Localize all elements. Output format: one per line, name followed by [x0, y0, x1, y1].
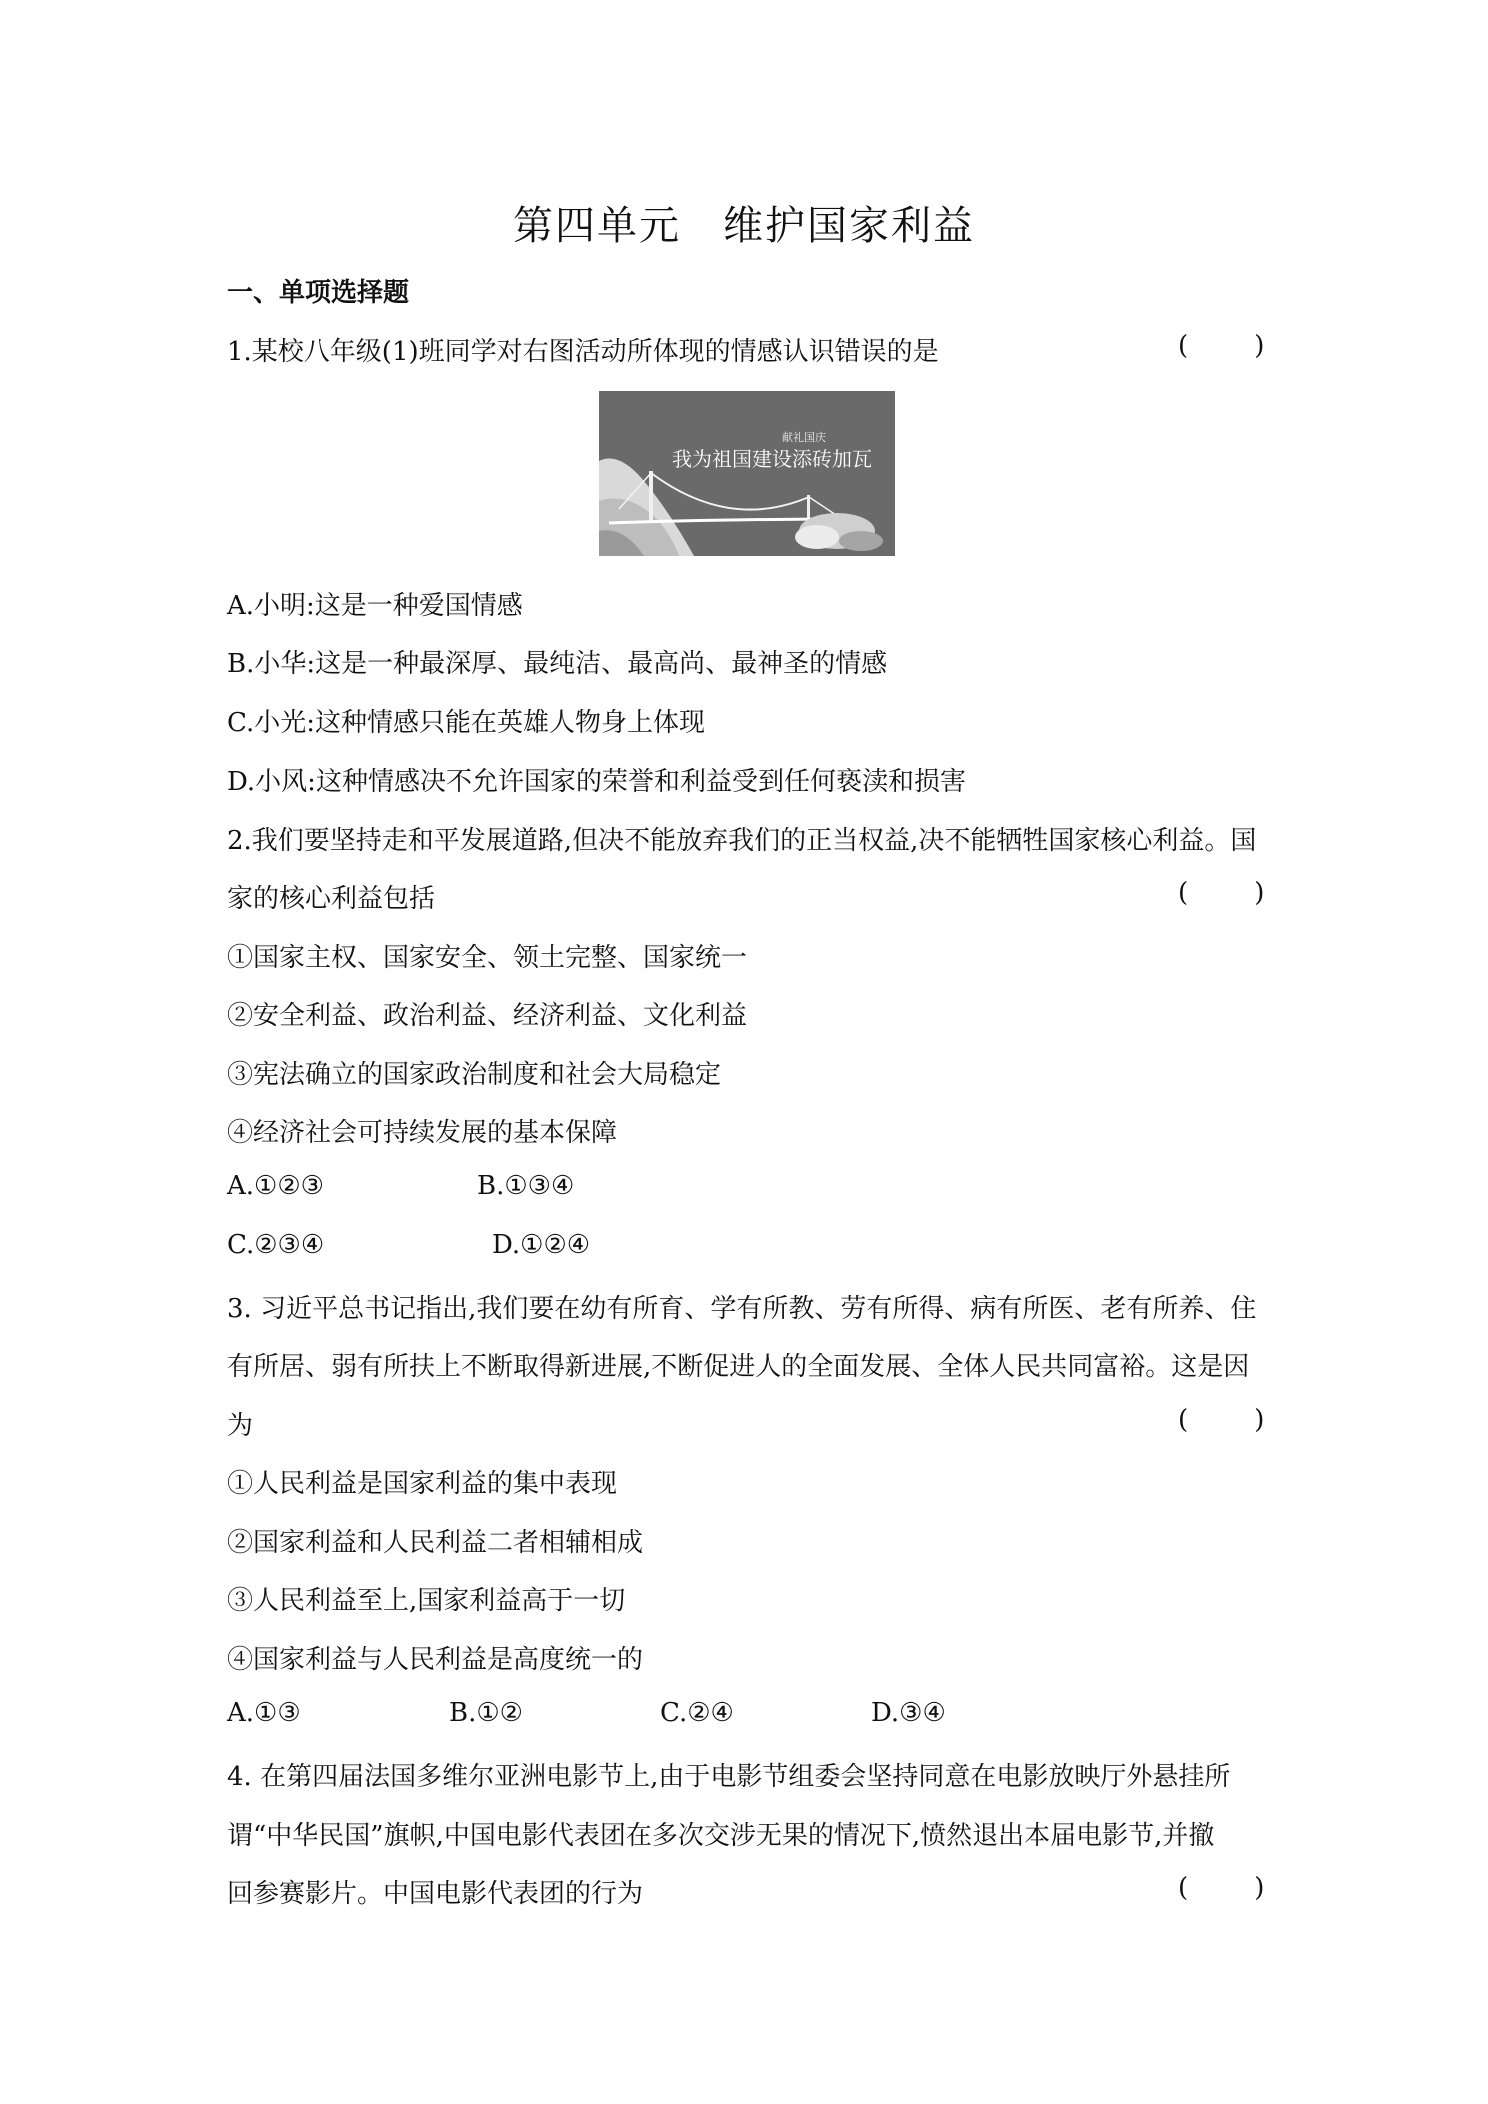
q2-item-3: ③宪法确立的国家政治制度和社会大局稳定 [227, 1060, 722, 1090]
q1-option-b: B.小华:这是一种最深厚、最纯洁、最高尚、最神圣的情感 [227, 649, 888, 679]
q2-option-a: A.①②③ [227, 1171, 324, 1201]
q3-stem-line2: 有所居、弱有所扶上不断取得新进展,不断促进人的全面发展、全体人民共同富裕。这是因 [227, 1352, 1250, 1382]
q2-stem-line2: 家的核心利益包括 [227, 884, 436, 914]
q3-answer-blank: ( ) [1178, 1405, 1265, 1435]
q3-option-c: C.②④ [660, 1698, 734, 1728]
bridge-illustration [599, 391, 895, 556]
q1-figure [599, 391, 895, 556]
q2-item-2: ②安全利益、政治利益、经济利益、文化利益 [227, 1001, 748, 1031]
q2-item-1: ①国家主权、国家安全、领土完整、国家统一 [227, 943, 748, 973]
title-topic: 维护国家利益 [723, 203, 975, 249]
q2-stem-line1: 2.我们要坚持走和平发展道路,但决不能放弃我们的正当权益,决不能牺牲国家核心利益。国 [227, 826, 1257, 856]
title-unit: 第四单元 [513, 203, 681, 249]
q2-option-b: B.①③④ [477, 1171, 575, 1201]
section-heading: 一、单项选择题 [227, 278, 410, 308]
q3-item-3: ③人民利益至上,国家利益高于一切 [227, 1586, 626, 1616]
q1-option-a: A.小明:这是一种爱国情感 [227, 591, 523, 621]
q4-stem-line3: 回参赛影片。中国电影代表团的行为 [227, 1879, 644, 1909]
q3-item-1: ①人民利益是国家利益的集中表现 [227, 1469, 618, 1499]
q1-option-c: C.小光:这种情感只能在英雄人物身上体现 [227, 708, 705, 738]
q3-option-d: D.③④ [871, 1698, 946, 1728]
q3-item-2: ②国家利益和人民利益二者相辅相成 [227, 1528, 644, 1558]
q2-answer-blank: ( ) [1178, 878, 1265, 908]
page-title [0, 194, 1488, 251]
q4-stem-line1: 4. 在第四届法国多维尔亚洲电影节上,由于电影节组委会坚持同意在电影放映厅外悬挂所 [227, 1762, 1231, 1792]
q3-option-a: A.①③ [227, 1698, 301, 1728]
q3-stem-line3: 为 [227, 1411, 254, 1441]
q2-option-c: C.②③④ [227, 1230, 325, 1260]
q3-stem-line1: 3. 习近平总书记指出,我们要在幼有所育、学有所教、劳有所得、病有所医、老有所养、住 [227, 1294, 1257, 1324]
q1-option-d: D.小风:这种情感决不允许国家的荣誉和利益受到任何亵渎和损害 [227, 767, 966, 797]
figure-caption-small: 献礼国庆 [782, 431, 826, 444]
q4-answer-blank: ( ) [1178, 1873, 1265, 1903]
figure-caption-main: 我为祖国建设添砖加瓦 [672, 447, 872, 471]
q3-options-row [227, 1698, 1267, 1732]
q1-answer-blank: ( ) [1178, 331, 1265, 361]
q2-option-d: D.①②④ [492, 1230, 591, 1260]
q2-options-row-1 [227, 1171, 1267, 1205]
q1-stem: 1.某校八年级(1)班同学对右图活动所体现的情感认识错误的是 [227, 337, 939, 367]
q3-item-4: ④国家利益与人民利益是高度统一的 [227, 1645, 644, 1675]
q2-options-row-2 [227, 1230, 1267, 1264]
q3-option-b: B.①② [449, 1698, 523, 1728]
q4-stem-line2: 谓“中华民国”旗帜,中国电影代表团在多次交涉无果的情况下,愤然退出本届电影节,并撤 [227, 1821, 1215, 1851]
q2-item-4: ④经济社会可持续发展的基本保障 [227, 1118, 618, 1148]
